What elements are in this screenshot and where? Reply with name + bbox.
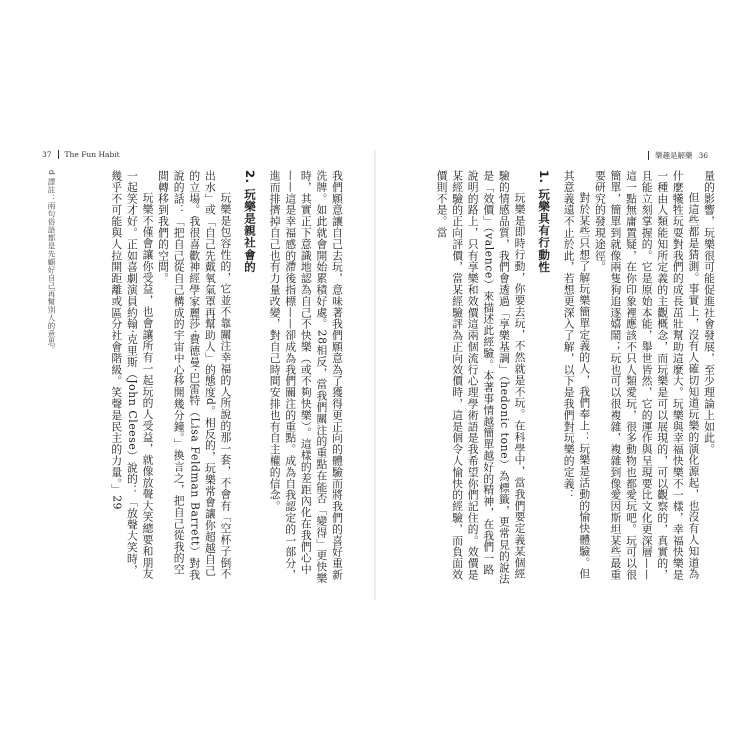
paragraph: 玩樂是即時行動，你要去玩，不然就是不玩。在科學中，當我們要定義某個經驗的情感品質，我們會透過「享樂基調」（hedonic tone）為標籤，更常見的說法是「效價」（valence）來描述此經驗。本著事情越簡單越好的精神，在我們一路說明的路上，只有享樂和效價這兩個流行心理學術語是我希望你們記住的。效價是某經驗的正向評價，當某經驗評為正向效價時，這是個令人愉快的經驗，而負面效價則不是。當 (435, 170, 527, 585)
left-page-number: 37 (42, 150, 52, 159)
left-book-title: The Fun Habit (64, 150, 120, 159)
paragraph: 但這些都是猜測。事實上，沒有人確切知道玩樂的演化源起，也沒有人知道為什麼犧牲玩耍對我們的成長茁壯幫助這麼大。玩樂與幸福快樂不一樣，幸福快樂是一種由人類能知所定義的主觀概念，而玩樂是可以展現的，可以觀察的，真實的，且能立刻掌握的。它是原始本能，舉世皆然，它的運作與呈現要比文化更深層——這一點無庸置疑，在你印象裡應該不只人類愛玩，很多動物也都愛玩吧。玩可以很簡單，簡單到就像兩隻狗追逐嬉鬧；玩也可以很複雜，複雜到像愛因斯坦某些最重要研究的發現途徑。 (593, 170, 701, 581)
right-page-header (648, 150, 708, 161)
right-page-number: 36 (698, 151, 708, 160)
section-heading: 1. 玩樂具有行動性 (537, 170, 552, 273)
header-divider (648, 151, 649, 160)
header-divider (58, 150, 59, 159)
right-page-body (395, 170, 717, 585)
paragraph: 量的影響，玩樂很可能促進社會發展，至少理論上如此。 (703, 170, 716, 455)
left-page-header (42, 150, 120, 159)
paragraph: 玩樂是包容性的，它並不靠關注幸福的人所說的那一套，不會有「空杯子倒不出水」或「自己先戴氧氣罩再幫助人」的態度d。相反的，玩樂常會讓你超越自己的立場。我很喜歡神經學家麗莎‧費德曼‧巴雷特（Lisa Feldman Barrett）對我說的話：「把自己從自己構成的宇宙中心移開幾分鐘。」換言之，把自己從我的空間轉移到我們的空間。 (157, 170, 233, 581)
footnote: d 譯註：兩句俗語都是先顧好自己再幫別人的意思。 (47, 170, 56, 355)
left-page-body (48, 170, 345, 585)
paragraph: 對於某些只想了解玩樂簡單定義的人，我們奉上：玩樂是活動的愉快體驗。但其意義遠不止於此，若想更深入了解，以下是我們對玩樂的定義： (562, 170, 592, 580)
section-heading: 2. 玩樂是親社會的 (243, 170, 258, 273)
paragraph: 我們願意讓自己去玩，意味著我們願意為了獲得更正向的體驗而將我們的喜好重新洗牌。如此就會開始累積好處。28相反，當我們關注的重點在能否「變得」更快樂時，其實正下意識地認為自己不快樂（或不夠快樂）。這樣的差距內化在我們心中——這是幸福感的滯後指標——卻成為我們關注的重點。成為自我認定的一部分，進而排擠掉自己也有力量改變，對自己時間安排也有自主權的信念。 (268, 170, 344, 584)
right-chapter-title: 樂趣是解藥 (654, 151, 693, 160)
paragraph: 玩樂不僅會讓你受益，也會讓所有一起玩的人受益，就像放聲大笑總要和朋友一起笑才好。正如喜劇演員約翰‧克里斯（John Cleese）說的：「放聲大笑時，幾乎不可能與人拉開距離或區分社會階級。笑聲是民主的力量。」29 (110, 170, 155, 580)
page-gutter (374, 150, 376, 600)
